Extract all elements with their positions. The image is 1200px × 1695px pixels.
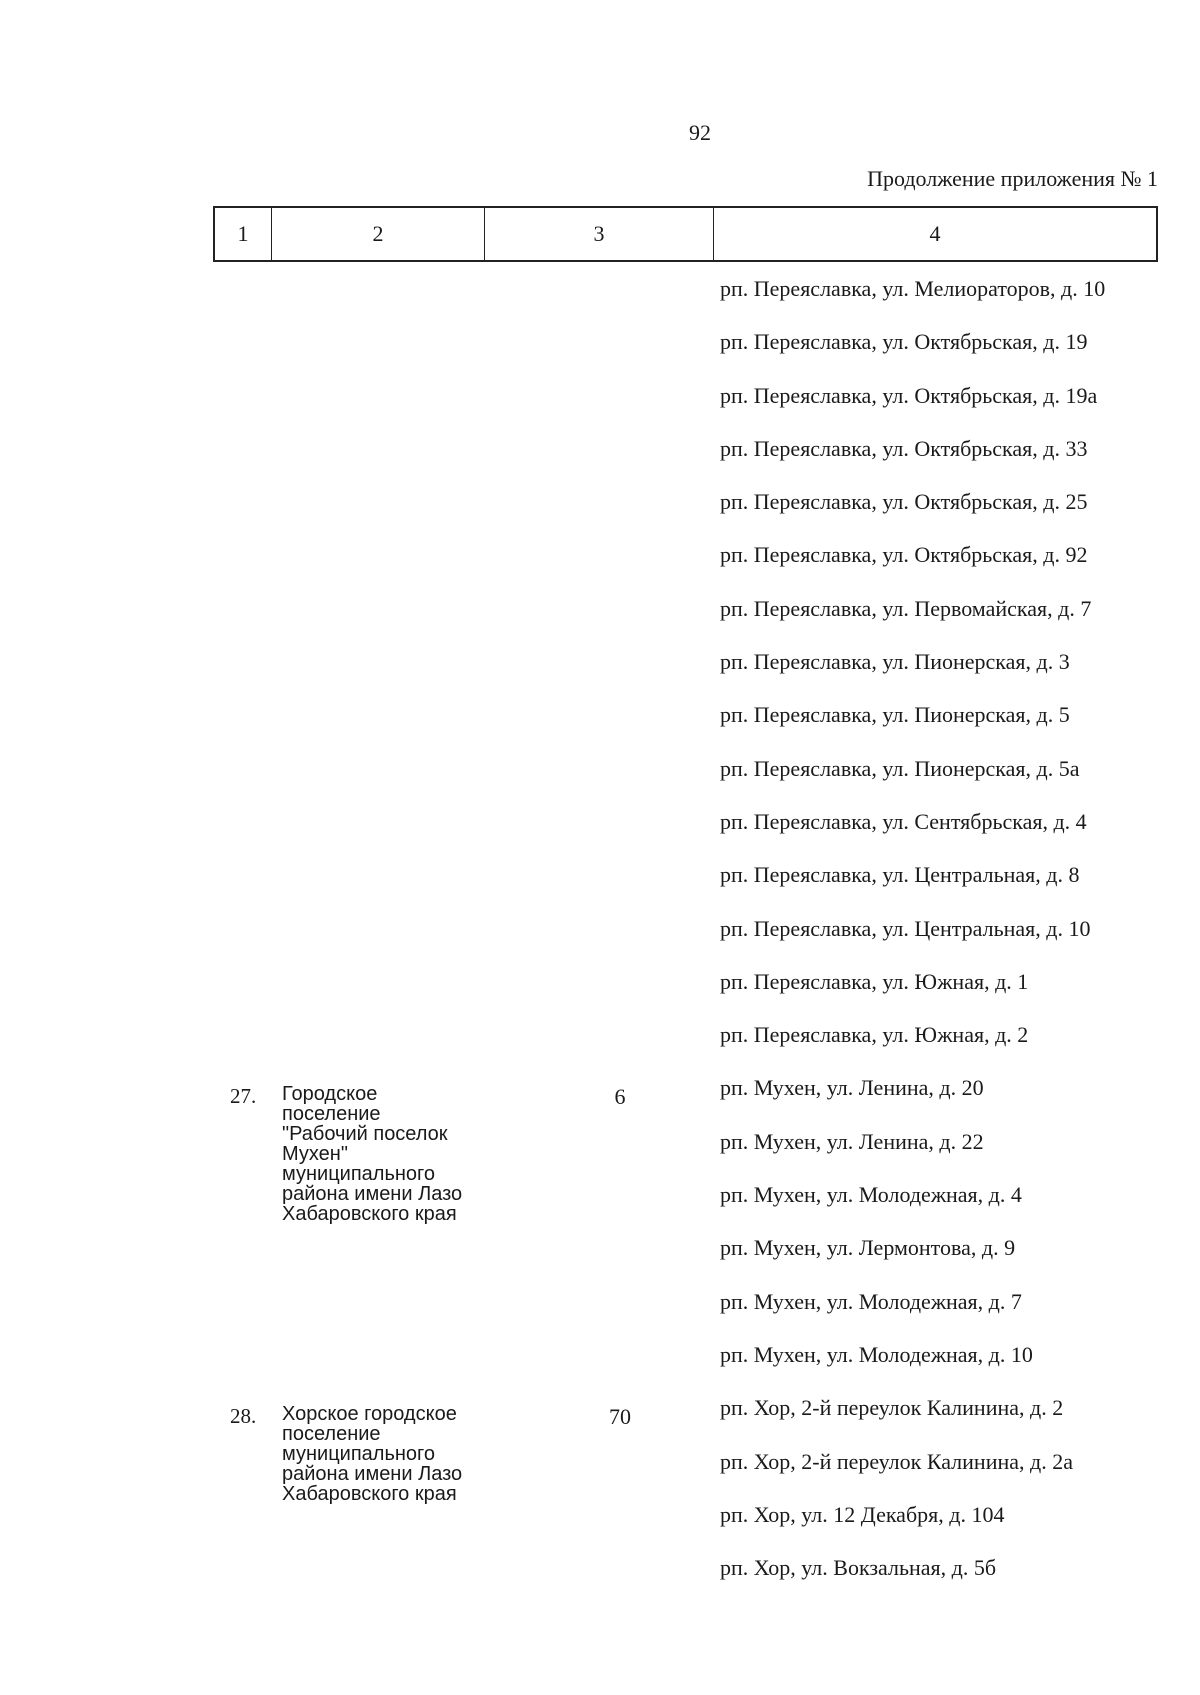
page-number: 92: [689, 120, 711, 145]
address-row: рп. Переяславка, ул. Октябрьская, д. 19: [720, 329, 1088, 355]
address-row: рп. Переяславка, ул. Октябрьская, д. 25: [720, 489, 1088, 515]
address-row: рп. Переяславка, ул. Пионерская, д. 3: [720, 649, 1070, 675]
address-row: рп. Мухен, ул. Лермонтова, д. 9: [720, 1235, 1016, 1261]
address-row: рп. Мухен, ул. Молодежная, д. 7: [720, 1288, 1022, 1314]
address-row: рп. Переяславка, ул. Октябрьская, д. 92: [720, 542, 1088, 568]
address-row: рп. Мухен, ул. Ленина, д. 22: [720, 1128, 984, 1154]
address-row: рп. Переяславка, ул. Южная, д. 2: [720, 1022, 1029, 1048]
header-cell-2: 2: [272, 208, 485, 260]
address-row: рп. Переяславка, ул. Октябрьская, д. 33: [720, 435, 1088, 461]
address-row: рп. Переяславка, ул. Октябрьская, д. 19а: [720, 382, 1098, 408]
address-row: рп. Переяславка, ул. Пионерская, д. 5а: [720, 755, 1080, 781]
entry-name: Хорское городское поселение муниципального района имени Лазо Хабаровского края: [282, 1403, 463, 1505]
address-row: рп. Хор, 2-й переулок Калинина, д. 2: [720, 1395, 1064, 1421]
entry-name: Городское поселение "Рабочий поселок Мухен" муниципального района имени Лазо Хабаровского края: [282, 1083, 463, 1225]
address-row: рп. Переяславка, ул. Центральная, д. 10: [720, 915, 1091, 941]
entry-number: 27.: [230, 1084, 257, 1108]
address-list: [720, 276, 1180, 1608]
header-cell-3: 3: [485, 208, 714, 260]
header-cell-1: 1: [215, 208, 272, 260]
address-row: рп. Мухен, ул. Молодежная, д. 10: [720, 1341, 1033, 1367]
address-row: рп. Мухен, ул. Молодежная, д. 4: [720, 1182, 1022, 1208]
continuation-label: Продолжение приложения № 1: [867, 166, 1158, 191]
address-row: рп. Переяславка, ул. Южная, д. 1: [720, 968, 1029, 994]
address-row: рп. Переяславка, ул. Мелиораторов, д. 10: [720, 276, 1106, 301]
address-row: рп. Хор, ул. 12 Декабря, д. 104: [720, 1501, 1005, 1527]
address-row: рп. Хор, ул. Вокзальная, д. 5б: [720, 1555, 997, 1581]
address-row: рп. Переяславка, ул. Первомайская, д. 7: [720, 595, 1092, 621]
address-row: рп. Переяславка, ул. Центральная, д. 8: [720, 862, 1080, 888]
entry-count: 70: [609, 1404, 631, 1429]
entry-number: 28.: [230, 1404, 257, 1428]
table-header: [213, 206, 1158, 262]
address-row: рп. Переяславка, ул. Сентябрьская, д. 4: [720, 808, 1087, 834]
address-row: рп. Переяславка, ул. Пионерская, д. 5: [720, 702, 1070, 728]
address-row: рп. Хор, 2-й переулок Калинина, д. 2а: [720, 1448, 1073, 1474]
entry-count: 6: [614, 1084, 626, 1109]
header-cell-4: 4: [929, 221, 941, 246]
address-row: рп. Мухен, ул. Ленина, д. 20: [720, 1075, 984, 1101]
